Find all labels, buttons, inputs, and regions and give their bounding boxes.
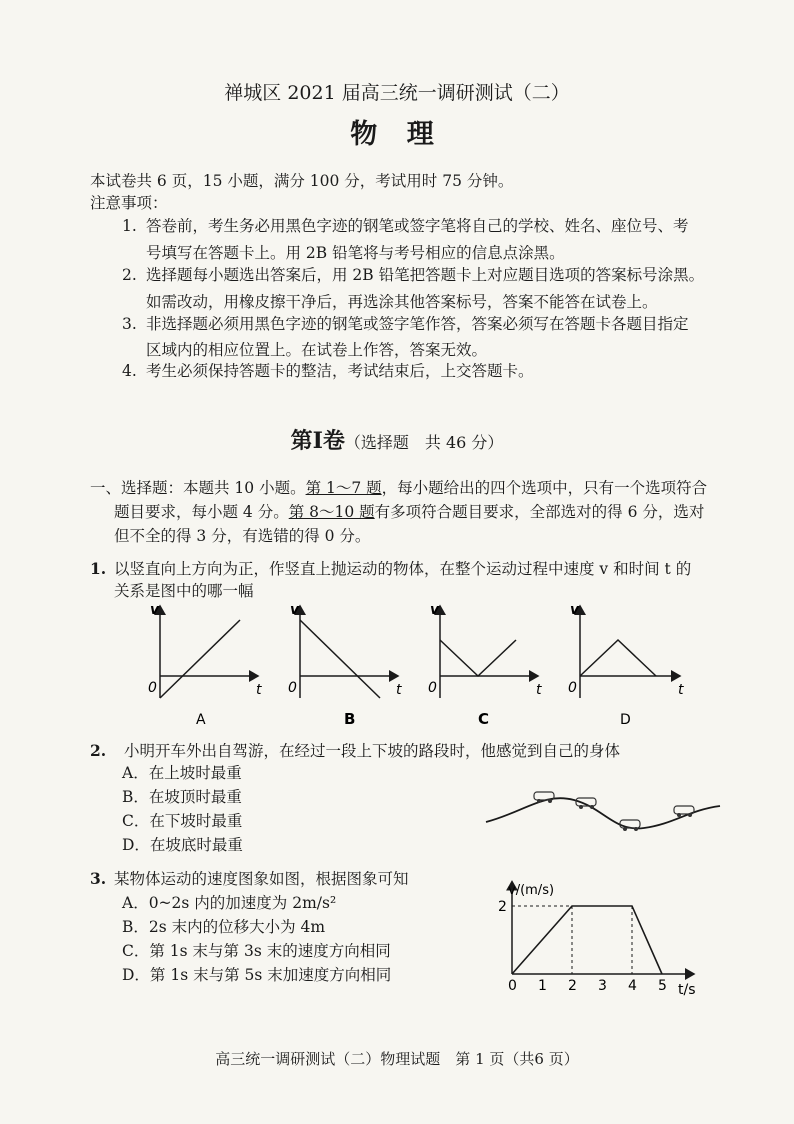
q1-number: 1. (90, 559, 107, 578)
notice-1-num: 1. (122, 217, 137, 235)
q1-graph-a (148, 602, 262, 728)
q3-option-a: A．0~2s 内的加速度为 2m/s² (122, 894, 337, 912)
q2-option-a: A．在上坡时最重 (122, 764, 242, 782)
car-icon (576, 798, 596, 809)
graph-d-v-label: v (570, 602, 580, 618)
road-curve (486, 798, 720, 828)
graph-d-label: D (620, 712, 631, 728)
subject-title: 物 理 (350, 119, 444, 150)
q3-xtick-0: 0 (508, 978, 517, 994)
instr-p2-rest: 有多项符合题目要求，全部选对的得 6 分，选对 (374, 503, 705, 521)
section-1-sub: （选择题 共 46 分） (344, 433, 504, 452)
section-1-main: 第Ⅰ卷 (290, 428, 345, 454)
q1-stem-line2: 关系是图中的哪一幅 (114, 582, 254, 600)
graph-d-line (580, 640, 656, 676)
notice-4-line1: 考生必须保持答题卡的整洁，考试结束后，上交答题卡。 (146, 362, 534, 380)
section-instr-line2 (114, 499, 704, 525)
graph-c-t-label: t (536, 682, 542, 698)
graph-c-origin: 0 (428, 680, 437, 696)
graph-b-line (300, 620, 380, 698)
instr-p1-rest: ，每小题给出的四个选项中，只有一个选项符合 (381, 479, 708, 497)
notice-2-line1: 选择题每小题选出答案后，用 2B 铅笔把答题卡上对应题目选项的答案标号涂黑。 (146, 266, 705, 284)
notice-2-num: 2. (122, 266, 137, 284)
graph-c-v-label: v (430, 602, 440, 618)
q3-option-b: B．2s 末内的位移大小为 4m (122, 918, 326, 936)
q1-graph-b (288, 602, 402, 728)
q3-velocity-line (512, 906, 662, 974)
section-1-title (0, 424, 794, 455)
q2-option-d: D．在坡底时最重 (122, 836, 243, 854)
q2-option-c: C．在下坡时最重 (122, 812, 243, 830)
q3-stem: 某物体运动的速度图象如图，根据图象可知 (114, 870, 409, 888)
notice-4-num: 4. (122, 362, 137, 380)
notice-3-line1: 非选择题必须用黑色字迹的钢笔或签字笔作答，答案必须写在答题卡各题目指定 (146, 315, 689, 333)
graph-d-origin: 0 (568, 680, 577, 696)
exam-title: 禅城区 2021 届高三统一调研测试（二） (224, 82, 570, 104)
graph-b-label: B (344, 710, 356, 728)
q3-option-c: C．第 1s 末与第 3s 末的速度方向相同 (122, 942, 391, 960)
q1-stem-line1: 以竖直向上方向为正，作竖直上抛运动的物体，在整个运动过程中速度 v 和时间 t 的 (114, 560, 692, 578)
graph-b-v-label: v (290, 602, 300, 618)
graph-a-label: A (196, 712, 206, 728)
notice-2-line2: 如需改动，用橡皮擦干净后，再选涂其他答案标号，答案不能答在试卷上。 (146, 293, 658, 311)
q3-ylabel: v/(m/s) (508, 883, 555, 898)
graph-a-origin: 0 (148, 680, 157, 696)
q3-xtick-1: 1 (538, 978, 547, 994)
instr-p1: 一、选择题：本题共 10 小题。 (90, 479, 306, 497)
notice-1-line1: 答卷前，考生务必用黑色字迹的钢笔或签字笔将自己的学校、姓名、座位号、考 (146, 217, 689, 235)
q2-option-b: B．在坡顶时最重 (122, 788, 242, 806)
section-instr-line3: 但不全的得 3 分，有选错的得 0 分。 (114, 527, 371, 545)
q2-stem: 小明开车外出自驾游，在经过一段上下坡的路段时，他感觉到自己的身体 (124, 742, 621, 760)
graph-b-origin: 0 (288, 680, 297, 696)
q3-vt-chart (490, 878, 720, 996)
notice-heading: 注意事项： (90, 194, 168, 212)
exam-summary: 本试卷共 6 页，15 小题，满分 100 分，考试用时 75 分钟。 (90, 172, 514, 190)
graph-d-t-label: t (678, 682, 684, 698)
q3-xtick-2: 2 (568, 978, 577, 994)
page-footer: 高三统一调研测试（二）物理试题 第 1 页（共6 页） (215, 1050, 579, 1068)
graph-a-line (160, 620, 240, 698)
q3-option-d: D．第 1s 末与第 5s 末加速度方向相同 (122, 966, 392, 984)
graph-b-t-label: t (396, 682, 402, 698)
hill-road-illustration (484, 782, 724, 842)
notice-3-line2: 区域内的相应位置上。在试卷上作答，答案无效。 (146, 341, 488, 359)
q3-number: 3. (90, 869, 107, 888)
graph-c-line (440, 640, 516, 676)
q3-xtick-5: 5 (658, 978, 667, 994)
q3-xtick-4: 4 (628, 978, 637, 994)
graph-a-v-label: v (150, 602, 160, 618)
q1-graphs (140, 598, 700, 728)
q3-ytick-2: 2 (498, 899, 507, 915)
section-instr-line1 (90, 475, 707, 501)
q1-graph-c (428, 602, 542, 728)
instr-p1-ul: 第 1～7 题 (305, 479, 382, 497)
instr-p2-ul: 第 8～10 题 (288, 503, 375, 521)
instr-p2: 题目要求，每小题 4 分。 (114, 503, 289, 521)
graph-a-t-label: t (256, 682, 262, 698)
notice-1-line2: 号填写在答题卡上。用 2B 铅笔将与考号相应的信息点涂黑。 (146, 244, 565, 262)
q3-xlabel: t/s (678, 982, 696, 996)
q2-number: 2. (90, 741, 107, 760)
q3-ticks (508, 978, 667, 994)
notice-3-num: 3. (122, 315, 137, 333)
q1-graph-d (568, 602, 684, 728)
q3-xtick-3: 3 (598, 978, 607, 994)
graph-c-label: C (478, 710, 490, 728)
